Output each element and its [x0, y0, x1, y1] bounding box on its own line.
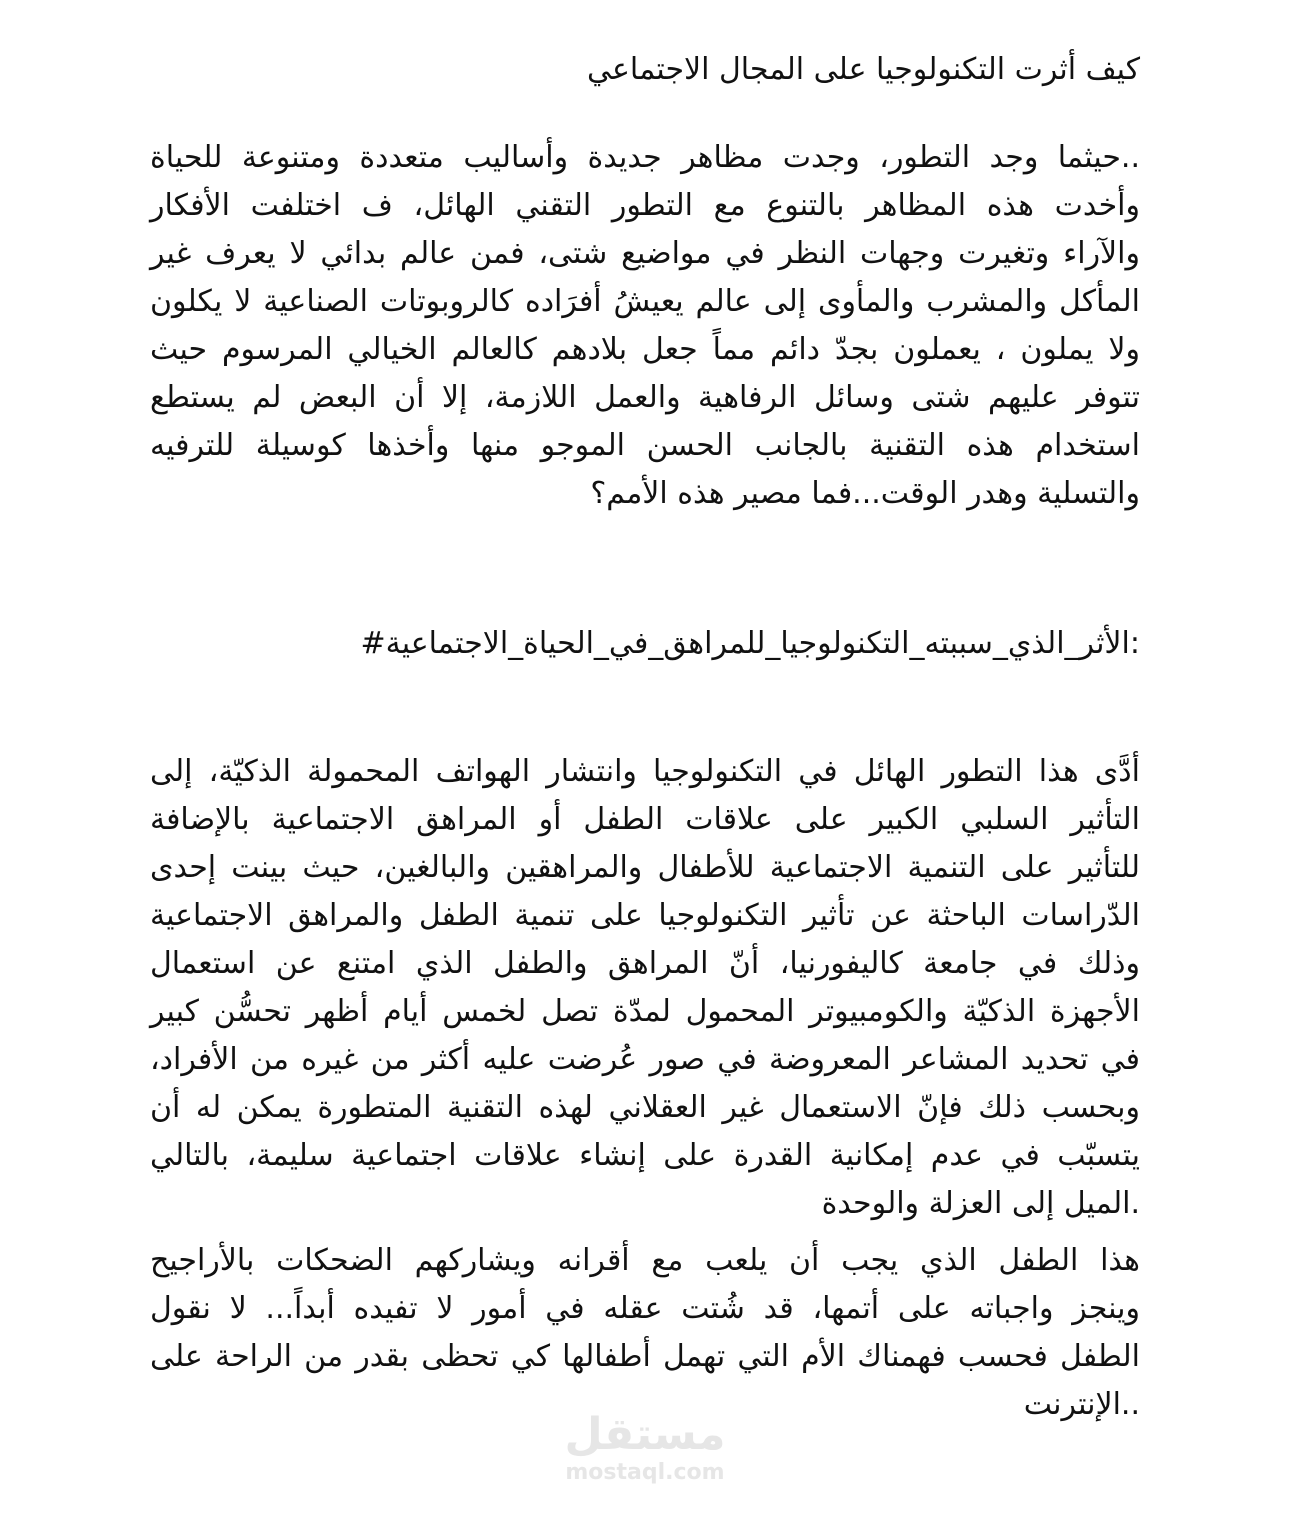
paragraph-line: ..الإنترنت: [1023, 1387, 1140, 1422]
paragraph-line: هذا الطفل الذي يجب أن يلعب مع أقرانه ويشاركهم الضحكات بالأراجيح: [150, 1243, 1140, 1278]
paragraph-line: وينجز واجباته على أتمها، قد شُتت عقله في أمور لا تفيده أبداً... لا نقول: [150, 1291, 1140, 1326]
paragraph-line: وبحسب ذلك فإنّ الاستعمال غير العقلاني لهذه التقنية المتطورة يمكن له أن: [150, 1090, 1140, 1125]
watermark-site: mostaql.com: [565, 1460, 725, 1485]
paragraph-line: التأثير السلبي الكبير على علاقات الطفل أو المراهق الاجتماعية بالإضافة: [150, 802, 1140, 837]
paragraph-line: الطفل فحسب فهمناك الأم التي تهمل أطفالها كي تحظى بقدر من الراحة على: [150, 1339, 1140, 1374]
paragraph-line: تتوفر عليهم شتى وسائل الرفاهية والعمل اللازمة، إلا أن البعض لم يستطع: [150, 380, 1140, 415]
paragraph-line: يتسبّب في عدم إمكانية القدرة على إنشاء علاقات اجتماعية سليمة، بالتالي: [150, 1138, 1140, 1173]
paragraph-line: أدَّى هذا التطور الهائل في التكنولوجيا وانتشار الهواتف المحمولة الذكيّة، إلى: [150, 754, 1140, 789]
paragraph-line: استخدام هذه التقنية بالجانب الحسن الموجو منها وأخذها كوسيلة للترفيه: [150, 428, 1140, 463]
watermark-logo: مستقل: [564, 1409, 726, 1460]
closing-paragraph: [150, 1237, 1140, 1429]
paragraph-line: والتسلية وهدر الوقت...فما مصير هذه الأمم؟: [590, 476, 1140, 511]
intro-paragraph: [150, 134, 1140, 518]
paragraph-line: والآراء وتغيرت وجهات النظر في مواضيع شتى، فمن عالم بدائي لا يعرف غير: [150, 236, 1140, 271]
paragraph-line: للتأثير على التنمية الاجتماعية للأطفال والمراهقين والبالغين، حيث بينت إحدى: [150, 850, 1140, 885]
paragraph-line: الدّراسات الباحثة عن تأثير التكنولوجيا على تنمية الطفل والمراهق الاجتماعية: [150, 898, 1140, 933]
mostaql-watermark: [520, 1410, 770, 1486]
title-text: كيف أثرت التكنولوجيا على المجال الاجتماعي: [587, 52, 1140, 87]
paragraph-line: الأجهزة الذكيّة والكومبيوتر المحمول لمدّة تصل لخمس أيام أظهر تحسُّن كبير: [150, 994, 1140, 1029]
hashtag-text: :الأثر_الذي_سببته_التكنولوجيا_للمراهق_في_الحياة_الاجتماعية#: [360, 626, 1140, 661]
paragraph-line: المأكل والمشرب والمأوى إلى عالم يعيشُ أفرَاده كالروبوتات الصناعية لا يكلون: [150, 284, 1140, 319]
paragraph-line: وذلك في جامعة كاليفورنيا، أنّ المراهق والطفل الذي امتنع عن استعمال: [150, 946, 1140, 981]
paragraph-line: في تحديد المشاعر المعروضة في صور عُرضت عليه أكثر من غيره من الأفراد،: [150, 1042, 1140, 1077]
paragraph-line: .الميل إلى العزلة والوحدة: [821, 1186, 1140, 1221]
paragraph-line: ولا يملون ، يعملون بجدّ دائم مماً جعل بلادهم كالعالم الخيالي المرسوم حيث: [150, 332, 1140, 367]
document-title: [150, 46, 1140, 94]
effects-paragraph: [150, 748, 1140, 1228]
paragraph-line: ..حيثما وجد التطور، وجدت مظاهر جديدة وأساليب متعددة ومتنوعة للحياة: [150, 140, 1140, 175]
paragraph-line: وأخدت هذه المظاهر بالتنوع مع التطور التقني الهائل، ف اختلفت الأفكار: [150, 188, 1140, 223]
hashtag-heading: [150, 620, 1140, 668]
